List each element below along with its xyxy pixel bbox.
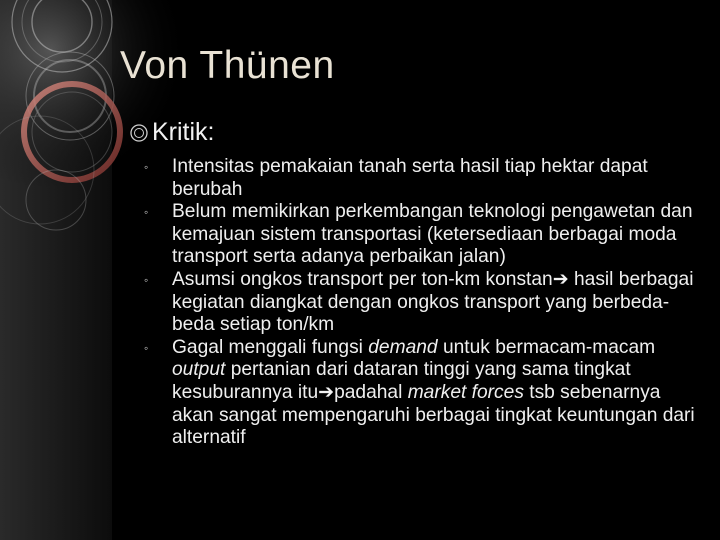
critique-list xyxy=(140,156,700,450)
italic-term: market forces xyxy=(407,381,524,403)
ring-bullet-icon: ◦ xyxy=(144,160,149,174)
list-item-text-part: padahal xyxy=(334,381,408,403)
list-item-text: Belum memikirkan perkembangan teknologi pengawetan dan kemajuan sistem transportasi (ketersediaan berbagai moda transport serta adanya perbaikan jalan) xyxy=(172,201,693,268)
list-item xyxy=(140,337,700,450)
list-item-text-part: tsb sebenarnya akan sangat mempengaruhi berbagai tingkat keuntungan dari alternatif xyxy=(172,381,695,449)
slide-title: Von Thünen xyxy=(120,44,335,87)
ring-bullet-icon: ◦ xyxy=(144,205,149,220)
arrow-right-icon: ➔ xyxy=(318,381,335,403)
list-item xyxy=(140,269,700,337)
italic-term: output xyxy=(172,359,226,381)
ring-bullet-icon: ◦ xyxy=(144,272,149,287)
list-item-text-part: pertanian dari dataran tinggi yang sama tingkat kesuburannya itu xyxy=(172,359,631,403)
list-item-text-part: untuk bermacam-macam xyxy=(437,336,656,358)
heading-bullet xyxy=(128,118,215,147)
italic-term: demand xyxy=(368,336,438,358)
list-item-text-part: Asumsi ongkos transport per ton-km konstan xyxy=(172,268,553,290)
list-item xyxy=(140,201,700,269)
arrow-right-icon: ➔ xyxy=(552,268,569,290)
bullet-marker-icon xyxy=(128,122,150,144)
list-item-text-part: hasil berbagai kegiatan diangkat dengan ongkos transport yang berbeda-beda setiap ton/km xyxy=(172,268,694,336)
heading-text: Kritik: xyxy=(152,118,215,146)
list-item-text: Intensitas pemakaian tanah serta hasil tiap hektar dapat berubah xyxy=(172,156,648,200)
list-item xyxy=(140,156,700,201)
ring-bullet-icon: ◦ xyxy=(144,340,149,355)
list-item-text-part: Gagal menggali fungsi xyxy=(172,336,369,358)
